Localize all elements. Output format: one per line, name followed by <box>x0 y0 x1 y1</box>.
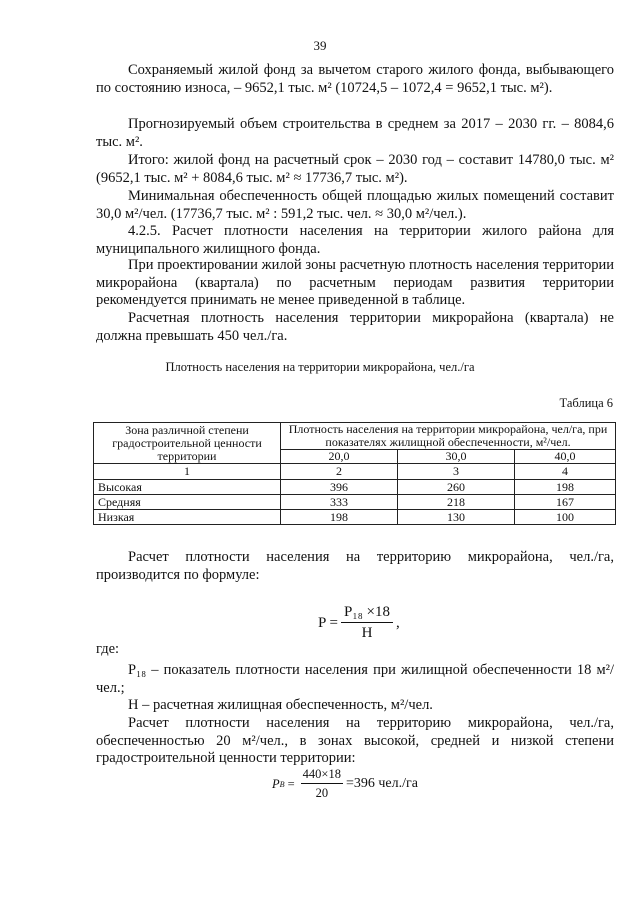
table-cell: 100 <box>515 510 616 525</box>
paragraph-calculation: Расчет плотности населения на территорию микрорайона, чел./га, обеспеченностью 20 м²/чел., в зонах высокой, средней и низкой степени градостроительной ценности территории: <box>96 715 614 766</box>
page-number: 39 <box>313 38 327 53</box>
formula-numerator: P₁₈ ×18 <box>341 604 393 623</box>
paragraph-retained-stock: Сохраняемый жилой фонд за вычетом старого жилого фонда, выбывающего по состоянию износа, – 9652,1 тыс. м² (10724,5 – 1072,4 = 9652,1 тыс. м²). <box>96 62 614 96</box>
table-cell: 260 <box>398 480 515 495</box>
formula2-fraction <box>301 767 343 801</box>
formula2-result: =396 чел./га <box>345 776 418 791</box>
table-cell: Низкая <box>94 510 281 525</box>
table-cell: 396 <box>281 480 398 495</box>
formula2-numerator: 440×18 <box>301 767 343 784</box>
density-formula <box>318 604 400 642</box>
paragraph-formula-intro: Расчет плотности населения на территорию микрорайона, чел./га, производится по формуле: <box>96 549 614 583</box>
table-cell: 198 <box>281 510 398 525</box>
density-table <box>93 422 616 525</box>
formula2-lhs: P <box>272 776 280 791</box>
formula2-denominator: 20 <box>315 786 329 800</box>
paragraph-min-provision: Минимальная обеспеченность общей площадью жилых помещений составит 30,0 м²/чел. (17736,7 тыс. м² : 591,2 тыс. чел. ≈ 30,0 м²/чел.). <box>96 188 614 222</box>
header-density: Плотность населения на территории микрорайона, чел/га, при показателях жилищной обеспеченности, м²/чел. <box>281 423 616 450</box>
subheader-cell: 30,0 <box>398 450 515 464</box>
table-row <box>94 480 616 495</box>
table-cell: 2 <box>281 464 398 480</box>
calculation-formula <box>272 767 418 801</box>
paragraph-h-definition: H – расчетная жилищная обеспеченность, м²/чел. <box>128 697 433 713</box>
paragraph-p18-definition: P₁₈ – показатель плотности населения при жилищной обеспеченности 18 м²/чел.; <box>96 662 614 696</box>
paragraph-total-stock: Итого: жилой фонд на расчетный срок – 2030 год – составит 14780,0 тыс. м² (9652,1 тыс. м² + 8084,6 тыс. м² ≈ 17736,7 тыс. м²). <box>96 152 614 186</box>
table-cell: 3 <box>398 464 515 480</box>
table-caption: Плотность населения на территории микрорайона, чел./га <box>165 360 475 374</box>
table-index-row <box>94 464 616 480</box>
table-row <box>94 510 616 525</box>
table-cell: 218 <box>398 495 515 510</box>
paragraph-design-density: При проектировании жилой зоны расчетную плотность населения территории микрорайона (квартала) по расчетным периодам развития территории рекомендуется принимать не менее приведенной в таблице. <box>96 257 614 308</box>
formula2-equals: = <box>287 776 295 791</box>
formula-tail: , <box>396 614 400 631</box>
table-cell: 198 <box>515 480 616 495</box>
table-label: Таблица 6 <box>559 396 613 410</box>
header-zone: Зона различной степени градостроительной ценности территории <box>94 423 281 464</box>
table-cell: 4 <box>515 464 616 480</box>
table-cell: Высокая <box>94 480 281 495</box>
table-cell: Средняя <box>94 495 281 510</box>
paragraph-max-density: Расчетная плотность населения территории микрорайона (квартала) не должна превышать 450 чел./га. <box>96 310 614 344</box>
table-cell: 333 <box>281 495 398 510</box>
paragraph-where: где: <box>96 641 120 657</box>
subheader-cell: 40,0 <box>515 450 616 464</box>
table-cell: 130 <box>398 510 515 525</box>
paragraph-forecast-volume: Прогнозируемый объем строительства в среднем за 2017 – 2030 гг. – 8084,6 тыс. м². <box>96 116 614 150</box>
formula2-lhs-sub: B <box>279 779 285 789</box>
formula-denominator: H <box>361 625 373 641</box>
formula-fraction <box>341 604 393 642</box>
table-cell: 167 <box>515 495 616 510</box>
subheader-cell: 20,0 <box>281 450 398 464</box>
formula-lhs: P = <box>318 614 338 631</box>
table-cell: 1 <box>94 464 281 480</box>
section-heading-4-2-5: 4.2.5. Расчет плотности населения на территории жилого района для муниципального жилищного фонда. <box>96 223 614 257</box>
table-row <box>94 495 616 510</box>
